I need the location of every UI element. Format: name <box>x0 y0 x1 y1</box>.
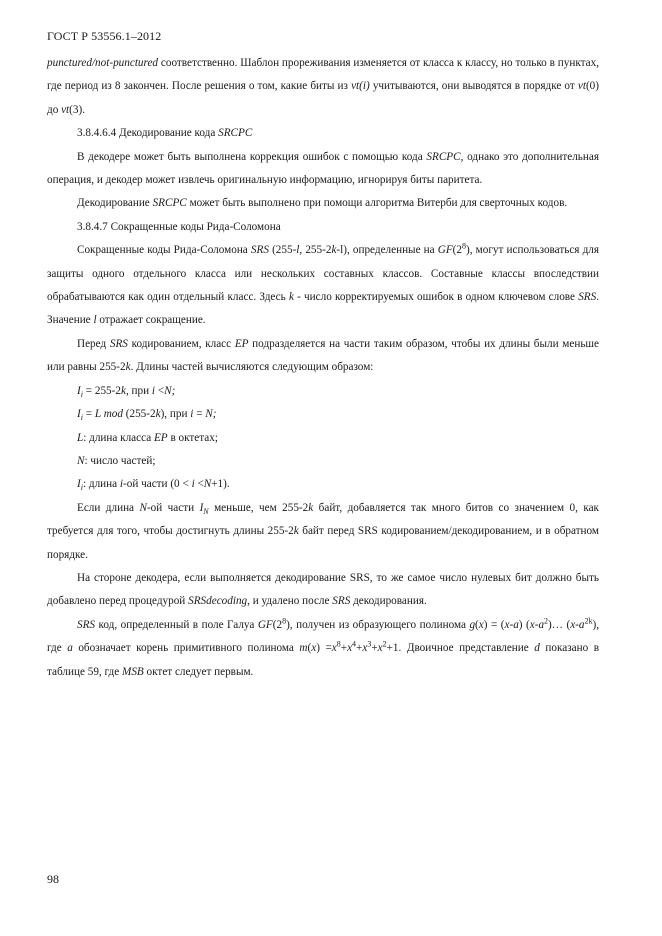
text-run: MSB <box>122 665 144 678</box>
text-run: (0) до <box>47 80 599 116</box>
text-run: обозначает корень примитивного полинома <box>72 642 300 655</box>
text-run: SRCPC <box>218 127 253 140</box>
text-run: SRS <box>250 244 269 257</box>
subscript-run: N <box>203 506 209 516</box>
page-number: 98 <box>47 872 59 886</box>
text-run: (2 <box>452 244 462 257</box>
text-run: SRS <box>332 595 351 608</box>
body-paragraph <box>47 497 599 567</box>
body-paragraph <box>47 473 599 496</box>
text-run: x <box>377 642 383 655</box>
text-run: байт перед SRS кодированием/декодированием, и в обратном порядке. <box>47 525 599 561</box>
text-run: может быть выполнено при помощи алгоритма Витерби для сверточных кодов. <box>186 197 568 210</box>
body-paragraph <box>47 380 599 403</box>
document-header: ГОСТ Р 53556.1–2012 <box>47 29 162 43</box>
text-run: vt <box>577 80 586 93</box>
text-run: x <box>311 642 317 655</box>
text-run: , 255-2 <box>299 244 332 257</box>
superscript-run: 8 <box>336 639 341 649</box>
text-run: SRSdecoding <box>188 595 248 608</box>
text-run: Если длина <box>77 501 140 514</box>
text-run: k <box>288 291 294 304</box>
body-paragraph <box>47 216 599 239</box>
text-run: ) ( <box>518 618 530 631</box>
text-run: , при <box>125 384 152 397</box>
text-run: (255- <box>268 244 297 257</box>
text-run: x <box>347 642 353 655</box>
text-run: : длина класса <box>83 431 154 444</box>
text-run: I <box>77 478 81 491</box>
text-run: показано в таблице 59, где <box>47 642 599 678</box>
text-run: подразделяется на части таким образом, чтобы их длины были меньше или равны 255-2 <box>47 337 599 374</box>
text-run: SRS <box>109 337 128 350</box>
text-run: vt <box>61 103 70 116</box>
text-run: + <box>371 642 378 655</box>
text-run: a <box>538 618 545 631</box>
text-run: байт, добавляется так много битов со значением 0, как требуется для того, чтобы достигнуть длины 255-2 <box>47 501 599 538</box>
text-run: Перед <box>77 337 110 350</box>
text-run: = 255-2 <box>82 384 121 397</box>
subscript-run: i <box>80 483 83 493</box>
text-run: i <box>191 478 195 491</box>
text-run: L <box>77 431 84 444</box>
text-run: кодированием, класс <box>127 337 235 350</box>
text-run: i <box>190 408 194 421</box>
text-run: : длина <box>82 478 120 491</box>
text-run: x <box>504 618 510 631</box>
body-paragraph <box>47 122 599 145</box>
text-run: отражает сокращение. <box>96 314 206 327</box>
text-run: punctured/not-punctured <box>47 57 159 69</box>
text-run: a <box>513 618 519 631</box>
text-run: ( <box>475 618 479 631</box>
text-run: g <box>469 618 476 631</box>
subscript-run: i <box>80 413 83 423</box>
text-run: SRS <box>578 291 597 304</box>
text-run: < <box>194 478 204 491</box>
superscript-run: 4 <box>352 639 357 649</box>
text-run: vt(i) <box>351 80 370 93</box>
text-run: EP <box>153 431 168 444</box>
text-run: ), где <box>47 618 600 655</box>
body-paragraph <box>47 146 599 193</box>
text-run: i <box>151 384 156 397</box>
text-run: k <box>293 525 299 538</box>
text-run: a <box>578 618 585 631</box>
text-run: - <box>509 618 514 631</box>
superscript-run: 2k <box>584 616 593 626</box>
text-run: - <box>534 618 539 631</box>
text-run: )… ( <box>548 618 571 631</box>
text-run: + <box>340 642 348 655</box>
text-run: (3). <box>69 103 86 116</box>
text-run: i <box>119 478 123 491</box>
text-run: ) = <box>316 642 332 655</box>
text-run: -ой части (0 < <box>123 478 192 491</box>
text-run: d <box>534 642 540 655</box>
text-run: Декодирование <box>77 197 153 210</box>
text-run: N <box>203 478 212 491</box>
text-run: ) = ( <box>483 618 505 631</box>
text-run: . Значение <box>47 291 600 327</box>
text-run: GF <box>257 618 273 631</box>
text-run: k <box>331 244 337 257</box>
text-run: В декодере может быть выполнена коррекция ошибок с помощью кода <box>77 150 427 163</box>
text-run: декодирования. <box>350 595 427 608</box>
superscript-run: 2 <box>544 616 549 626</box>
text-run: GF <box>437 244 453 257</box>
text-run: (2 <box>272 618 283 631</box>
body-paragraph <box>47 450 599 473</box>
text-run: L mod <box>94 408 123 421</box>
superscript-run: 2 <box>382 639 387 649</box>
text-run: 3.8.4.7 Сокращенные коды Рида-Соломона <box>77 220 281 233</box>
text-run: -l), определенные на <box>336 244 438 257</box>
text-run: , и удалено после <box>247 595 333 608</box>
text-run: , однако это дополнительная операция, и декодер может извлечь оригинальную информацию, игнорируя биты паритета. <box>47 150 600 187</box>
text-run: k <box>125 361 131 374</box>
text-run: l <box>93 314 97 327</box>
body-paragraph <box>47 192 599 215</box>
superscript-run: 3 <box>367 639 372 649</box>
text-run: (255-2 <box>122 408 156 421</box>
text-run: N; <box>205 408 217 421</box>
text-run: = <box>82 408 95 421</box>
text-run: ), могут использоваться для защиты одного отдельного класса или нескольких составных классов. Составные классы впоследствии обрабатываются как один отдельный класс. Здесь <box>47 244 599 304</box>
text-run: учитываются, они выводятся в порядке от <box>369 80 578 93</box>
text-run: соответственно. Шаблон прореживания изменяется от класса к классу, но только в пунктах, где период из 8 закончен. После решения о том, какие биты из <box>47 57 599 93</box>
text-run: +1. Двоичное представление <box>386 642 535 655</box>
text-run: + <box>356 642 363 655</box>
superscript-run: 8 <box>282 616 287 626</box>
text-run: N; <box>164 384 176 397</box>
text-run: код, определенный в поле Галуа <box>95 618 258 631</box>
text-run: . Длины частей вычисляются следующим образом: <box>130 361 374 374</box>
document-body <box>47 52 599 684</box>
text-run: a <box>67 642 73 655</box>
superscript-run: 8 <box>462 241 466 251</box>
body-paragraph <box>47 403 599 426</box>
text-run: меньше, чем 255-2 <box>208 501 309 514</box>
text-run: ), получен из образующего полинома <box>286 618 470 631</box>
text-run: -ой части <box>146 501 200 514</box>
text-run: x <box>362 642 368 655</box>
text-run: l <box>296 244 300 257</box>
text-run: ), при <box>160 408 191 421</box>
text-run: x <box>478 618 484 631</box>
text-run: x <box>529 618 535 631</box>
text-run: I <box>199 501 204 514</box>
text-run: N <box>77 454 85 467</box>
text-run: SRCPC <box>152 197 187 210</box>
text-run: k <box>120 384 126 397</box>
body-paragraph <box>47 239 599 333</box>
text-run: = <box>193 408 206 421</box>
text-run: x <box>331 642 337 655</box>
text-run: ( <box>307 642 312 655</box>
text-run: октет следует первым. <box>143 665 254 678</box>
text-run: - число корректируемых ошибок в одном ключевом слове <box>293 291 579 304</box>
text-run: k <box>308 501 314 514</box>
text-run: < <box>155 384 165 397</box>
body-paragraph <box>47 333 599 380</box>
body-paragraph <box>47 52 599 122</box>
text-run: в октетах; <box>167 431 218 444</box>
text-run: k <box>155 408 161 421</box>
text-run: SRS <box>77 618 96 631</box>
text-run: EP <box>234 337 249 350</box>
text-run: 3.8.4.6.4 Декодирование кода <box>77 127 219 140</box>
text-run: - <box>575 618 579 631</box>
body-paragraph <box>47 614 599 684</box>
text-run: SRCPC <box>426 150 461 163</box>
body-paragraph <box>47 427 599 450</box>
text-run: +1). <box>211 478 230 491</box>
text-run: N <box>139 501 147 514</box>
subscript-run: i <box>80 389 83 399</box>
text-run: Сокращенные коды Рида-Соломона <box>77 244 251 257</box>
body-paragraph <box>47 567 599 614</box>
text-run: I <box>77 384 81 397</box>
text-run: x <box>570 618 576 631</box>
text-run: m <box>299 642 308 655</box>
text-run: : число частей; <box>84 454 156 467</box>
text-run: I <box>77 408 81 421</box>
text-run: На стороне декодера, если выполняется декодирование SRS, то же самое число нулевых бит должно быть добавлено перед процедурой <box>47 571 599 608</box>
